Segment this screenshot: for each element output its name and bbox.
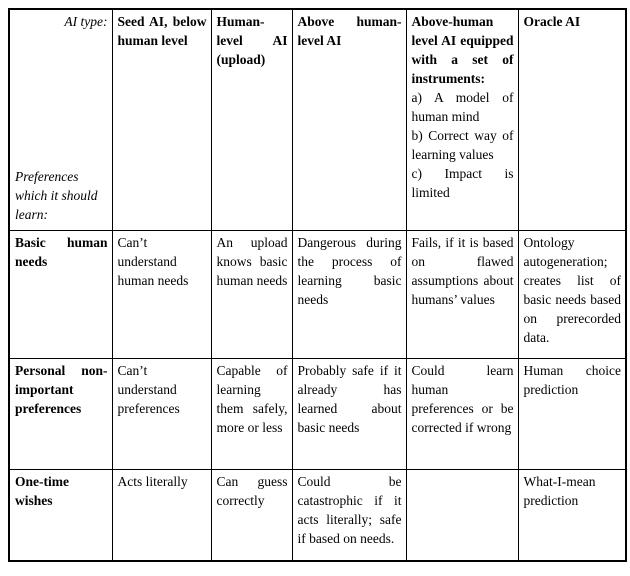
table-cell: Dangerous during the process of learning basic needs	[292, 230, 406, 358]
ai-preferences-table	[8, 8, 627, 562]
table-row-basic-human-needs	[9, 230, 626, 358]
table-cell: Acts literally	[112, 469, 211, 561]
column-title: Above-human level AI equipped with a set of instruments:	[411, 14, 514, 86]
table-cell: Fails, if it is based on flawed assumptions about humans’ values	[406, 230, 518, 358]
row-label-one-time-wishes: One-time wishes	[9, 469, 112, 561]
table-cell: Ontology autogeneration; creates list of basic needs based on prerecorded data.	[518, 230, 626, 358]
table-cell: Capable of learning them safely, more or less	[211, 358, 292, 469]
table-cell: Human choice prediction	[518, 358, 626, 469]
table-row-one-time-wishes	[9, 469, 626, 561]
table-cell: What-I-mean prediction	[518, 469, 626, 561]
column-header-human-level-ai	[211, 9, 292, 230]
table-row-personal-preferences	[9, 358, 626, 469]
instrument-item-c: c) Impact is limited	[411, 166, 514, 200]
ai-type-label: AI type:	[64, 14, 108, 29]
preferences-label: Preferences which it should learn:	[15, 169, 98, 222]
instrument-item-b: b) Correct way of learning values	[411, 128, 514, 162]
column-title: Above human-level AI	[297, 14, 402, 48]
column-header-above-human-equipped-ai	[406, 9, 518, 230]
column-title: Oracle AI	[523, 14, 581, 29]
row-label-basic-human-needs: Basic human needs	[9, 230, 112, 358]
table-cell: Can’t understand human needs	[112, 230, 211, 358]
table-cell: An upload knows basic human needs	[211, 230, 292, 358]
corner-wrap	[15, 12, 108, 224]
table-cell: Probably safe if it already has learned about basic needs	[292, 358, 406, 469]
table-cell: Can guess correctly	[211, 469, 292, 561]
column-title: Seed AI, below human level	[117, 14, 207, 48]
instrument-item-a: a) A model of human mind	[411, 90, 514, 124]
corner-cell	[9, 9, 112, 230]
column-header-seed-ai	[112, 9, 211, 230]
column-header-above-human-level-ai	[292, 9, 406, 230]
header-row	[9, 9, 626, 230]
column-header-oracle-ai	[518, 9, 626, 230]
table-cell: Could learn human preferences or be corrected if wrong	[406, 358, 518, 469]
table-cell: Could be catastrophic if it acts literally; safe if based on needs.	[292, 469, 406, 561]
column-title: Human-level AI (upload)	[216, 14, 288, 67]
row-label-personal-preferences: Personal non-important preferences	[9, 358, 112, 469]
table-cell	[406, 469, 518, 561]
table-cell: Can’t understand preferences	[112, 358, 211, 469]
